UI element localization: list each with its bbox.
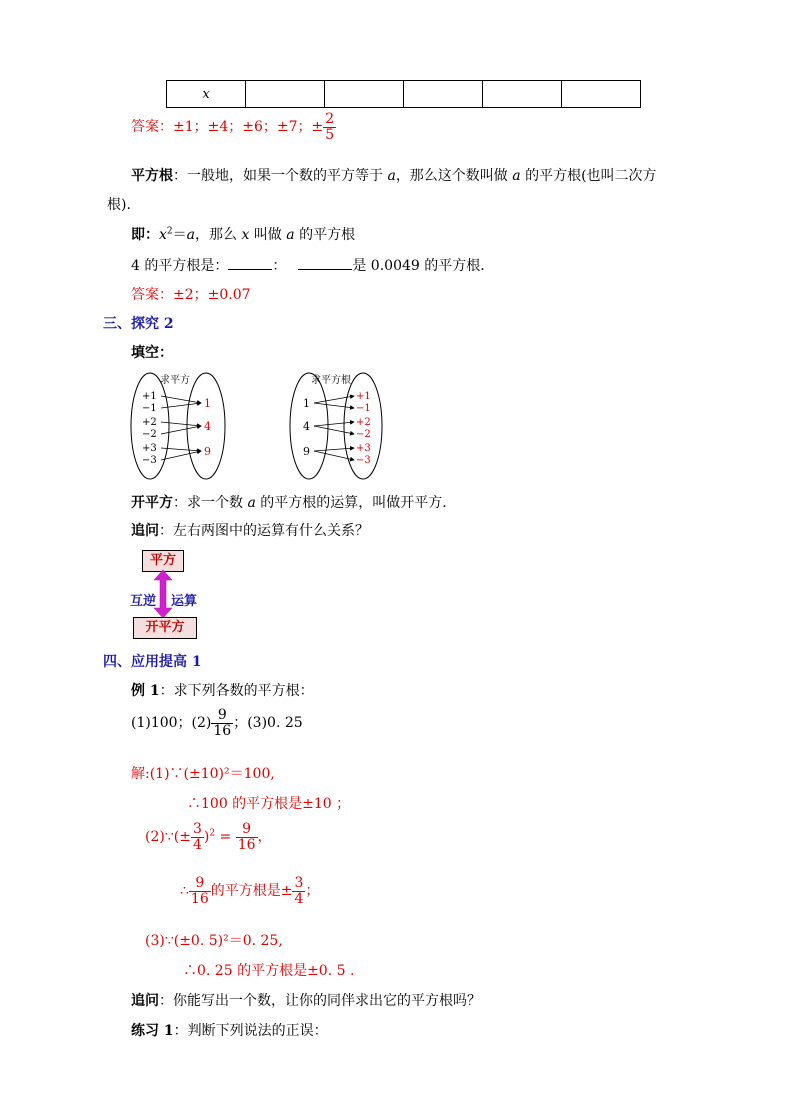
domain-value: +3 [142,443,157,454]
solution-text: ， [257,829,272,846]
fraction-9-16 [211,708,233,738]
definition-line-1 [131,165,657,185]
follow-up-question-1 [131,520,369,540]
solution-line-6: ∴0. 25 的平方根是±0. 5 . [183,963,355,979]
definition-text: 的平方根(也叫二次方 [520,168,657,184]
var-a: a [387,168,396,184]
square-root-box: 开平方 [133,617,197,639]
definition-text: ：一般地，如果一个数的平方等于 [173,168,388,184]
solution-line-5: (3)∵(±0. 5)²＝0. 25, [145,933,283,949]
solution-line-1: 解:(1)∵(±10)²＝100, [131,766,275,782]
domain-value: 1 [303,397,310,410]
ji-colon: ： [145,227,159,243]
ji-line [131,224,355,244]
ji-text: 的平方根 [294,227,356,243]
fraction-numerator: 2 [325,111,335,127]
diagram-square [131,373,225,479]
item-text: (1)100；(2) [131,715,212,732]
diagram-title: 求平方根 [311,375,351,386]
fraction-numerator: 9 [217,707,227,723]
solution-text: ； [305,883,320,900]
range-value: 9 [204,445,211,458]
mapping-arrows [314,396,354,460]
range-value: +3 [356,443,371,454]
fraction-numerator: 3 [192,821,202,837]
fraction [292,876,305,906]
solution-line-4 [180,876,319,906]
solution-text: (2)∵(± [145,829,191,846]
example-items [131,708,303,738]
follow-up-text: ：左右两图中的运算有什么关系？ [159,523,369,539]
equals: ＝ [172,227,187,243]
practice-term: 练习 1 [131,1023,174,1039]
domain-value: 9 [303,445,310,458]
section-heading-4: 四、应用提高 1 [103,654,202,670]
solution-text: ) [203,829,210,846]
table-cell [404,81,483,108]
question-text: 是 0.0049 的平方根. [352,258,485,274]
double-arrow-icon [154,570,172,618]
answer-1-text: 答案：±1；±4；±6；±7；± [131,119,324,136]
table-cell [246,81,325,108]
range-value: −1 [356,403,371,414]
fraction-numerator: 9 [195,875,205,891]
range-value: −2 [356,429,371,440]
var-x: x [241,227,250,243]
question-text: 4 的平方根是： [131,258,229,274]
table-cell [325,81,404,108]
item-text: ；(3)0. 25 [233,715,303,732]
answer-1-fraction [323,112,336,142]
inverse-label: 互逆 [130,594,157,609]
table-row [167,81,641,108]
superscript: 2 [209,828,216,839]
domain-value: +2 [142,417,157,428]
example-term: 例 1 [131,683,160,699]
diagram-title: 求平方 [160,375,190,386]
domain-value: −2 [142,429,157,440]
follow-up-question-2 [131,990,481,1010]
range-value: 1 [204,397,211,410]
range-value: +2 [356,417,371,428]
domain-value: 4 [303,420,310,433]
answer-blank [228,269,272,270]
section-heading-3: 三、探究 2 [103,316,174,332]
var-a: a [286,227,295,243]
solution-line-3 [145,822,272,852]
value-table [166,80,641,108]
fraction [189,876,211,906]
diagram-square-root [290,373,382,479]
var-a: a [512,168,521,184]
answer-2: 答案：±2；±0.07 [131,287,251,303]
range-value: −3 [356,455,371,466]
definition-term: 平方根 [131,168,173,184]
range-value: 4 [204,420,211,433]
var-x: x [159,227,167,243]
ji-text: ，那么 [195,227,242,243]
practice-text: ：判断下列说法的正误： [173,1023,328,1039]
solution-line-2: ∴100 的平方根是±10 ； [187,796,351,812]
example-1 [131,680,314,700]
answer-blank [298,269,352,270]
practice-1 [131,1020,328,1040]
follow-up-text: ：你能写出一个数，让你的同伴求出它的平方根吗？ [159,993,481,1009]
fraction-denominator: 16 [213,722,232,739]
fraction-denominator: 5 [325,126,335,143]
superscript: 2 [166,226,173,237]
solution-text: 的平方根是± [210,883,293,900]
kaipingfang-text: ：求一个数 [173,495,248,511]
fraction [236,822,258,852]
follow-up-term: 追问 [131,993,159,1009]
fill-label: 填空： [131,345,173,361]
fraction-denominator: 16 [190,890,209,907]
fraction-denominator: 4 [192,836,202,853]
table-cell-x: x [167,81,246,108]
kaipingfang-text: 的平方根的运算，叫做开平方. [255,495,447,511]
example-text: ：求下列各数的平方根： [159,683,314,699]
domain-value: −1 [142,403,157,414]
definition-line-2: 根). [107,197,131,213]
kaipingfang-definition [131,492,447,512]
fraction-denominator: 4 [294,890,304,907]
operation-label: 运算 [171,594,198,609]
answer-1 [131,112,336,142]
domain-value: +1 [142,391,157,402]
range-value: +1 [356,391,371,402]
ji-label: 即 [131,227,145,243]
mapping-diagrams [125,368,385,486]
equals: = [215,829,236,846]
question-separator: ： [272,258,287,274]
fraction-numerator: 3 [294,875,304,891]
definition-text: ，那么这个数叫做 [395,168,513,184]
square-box: 平方 [142,550,184,572]
question-square-root [131,255,485,275]
follow-up-term: 追问 [131,523,159,539]
fraction-numerator: 9 [242,821,252,837]
table-cell [562,81,641,108]
solution-text: ∴ [180,883,189,900]
kaipingfang-term: 开平方 [131,495,173,511]
var-a: a [186,227,195,243]
fraction [191,822,204,852]
ji-text: 叫做 [249,227,287,243]
fraction-denominator: 16 [237,836,256,853]
table-cell [483,81,562,108]
domain-value: −3 [142,455,157,466]
var-a: a [247,495,256,511]
